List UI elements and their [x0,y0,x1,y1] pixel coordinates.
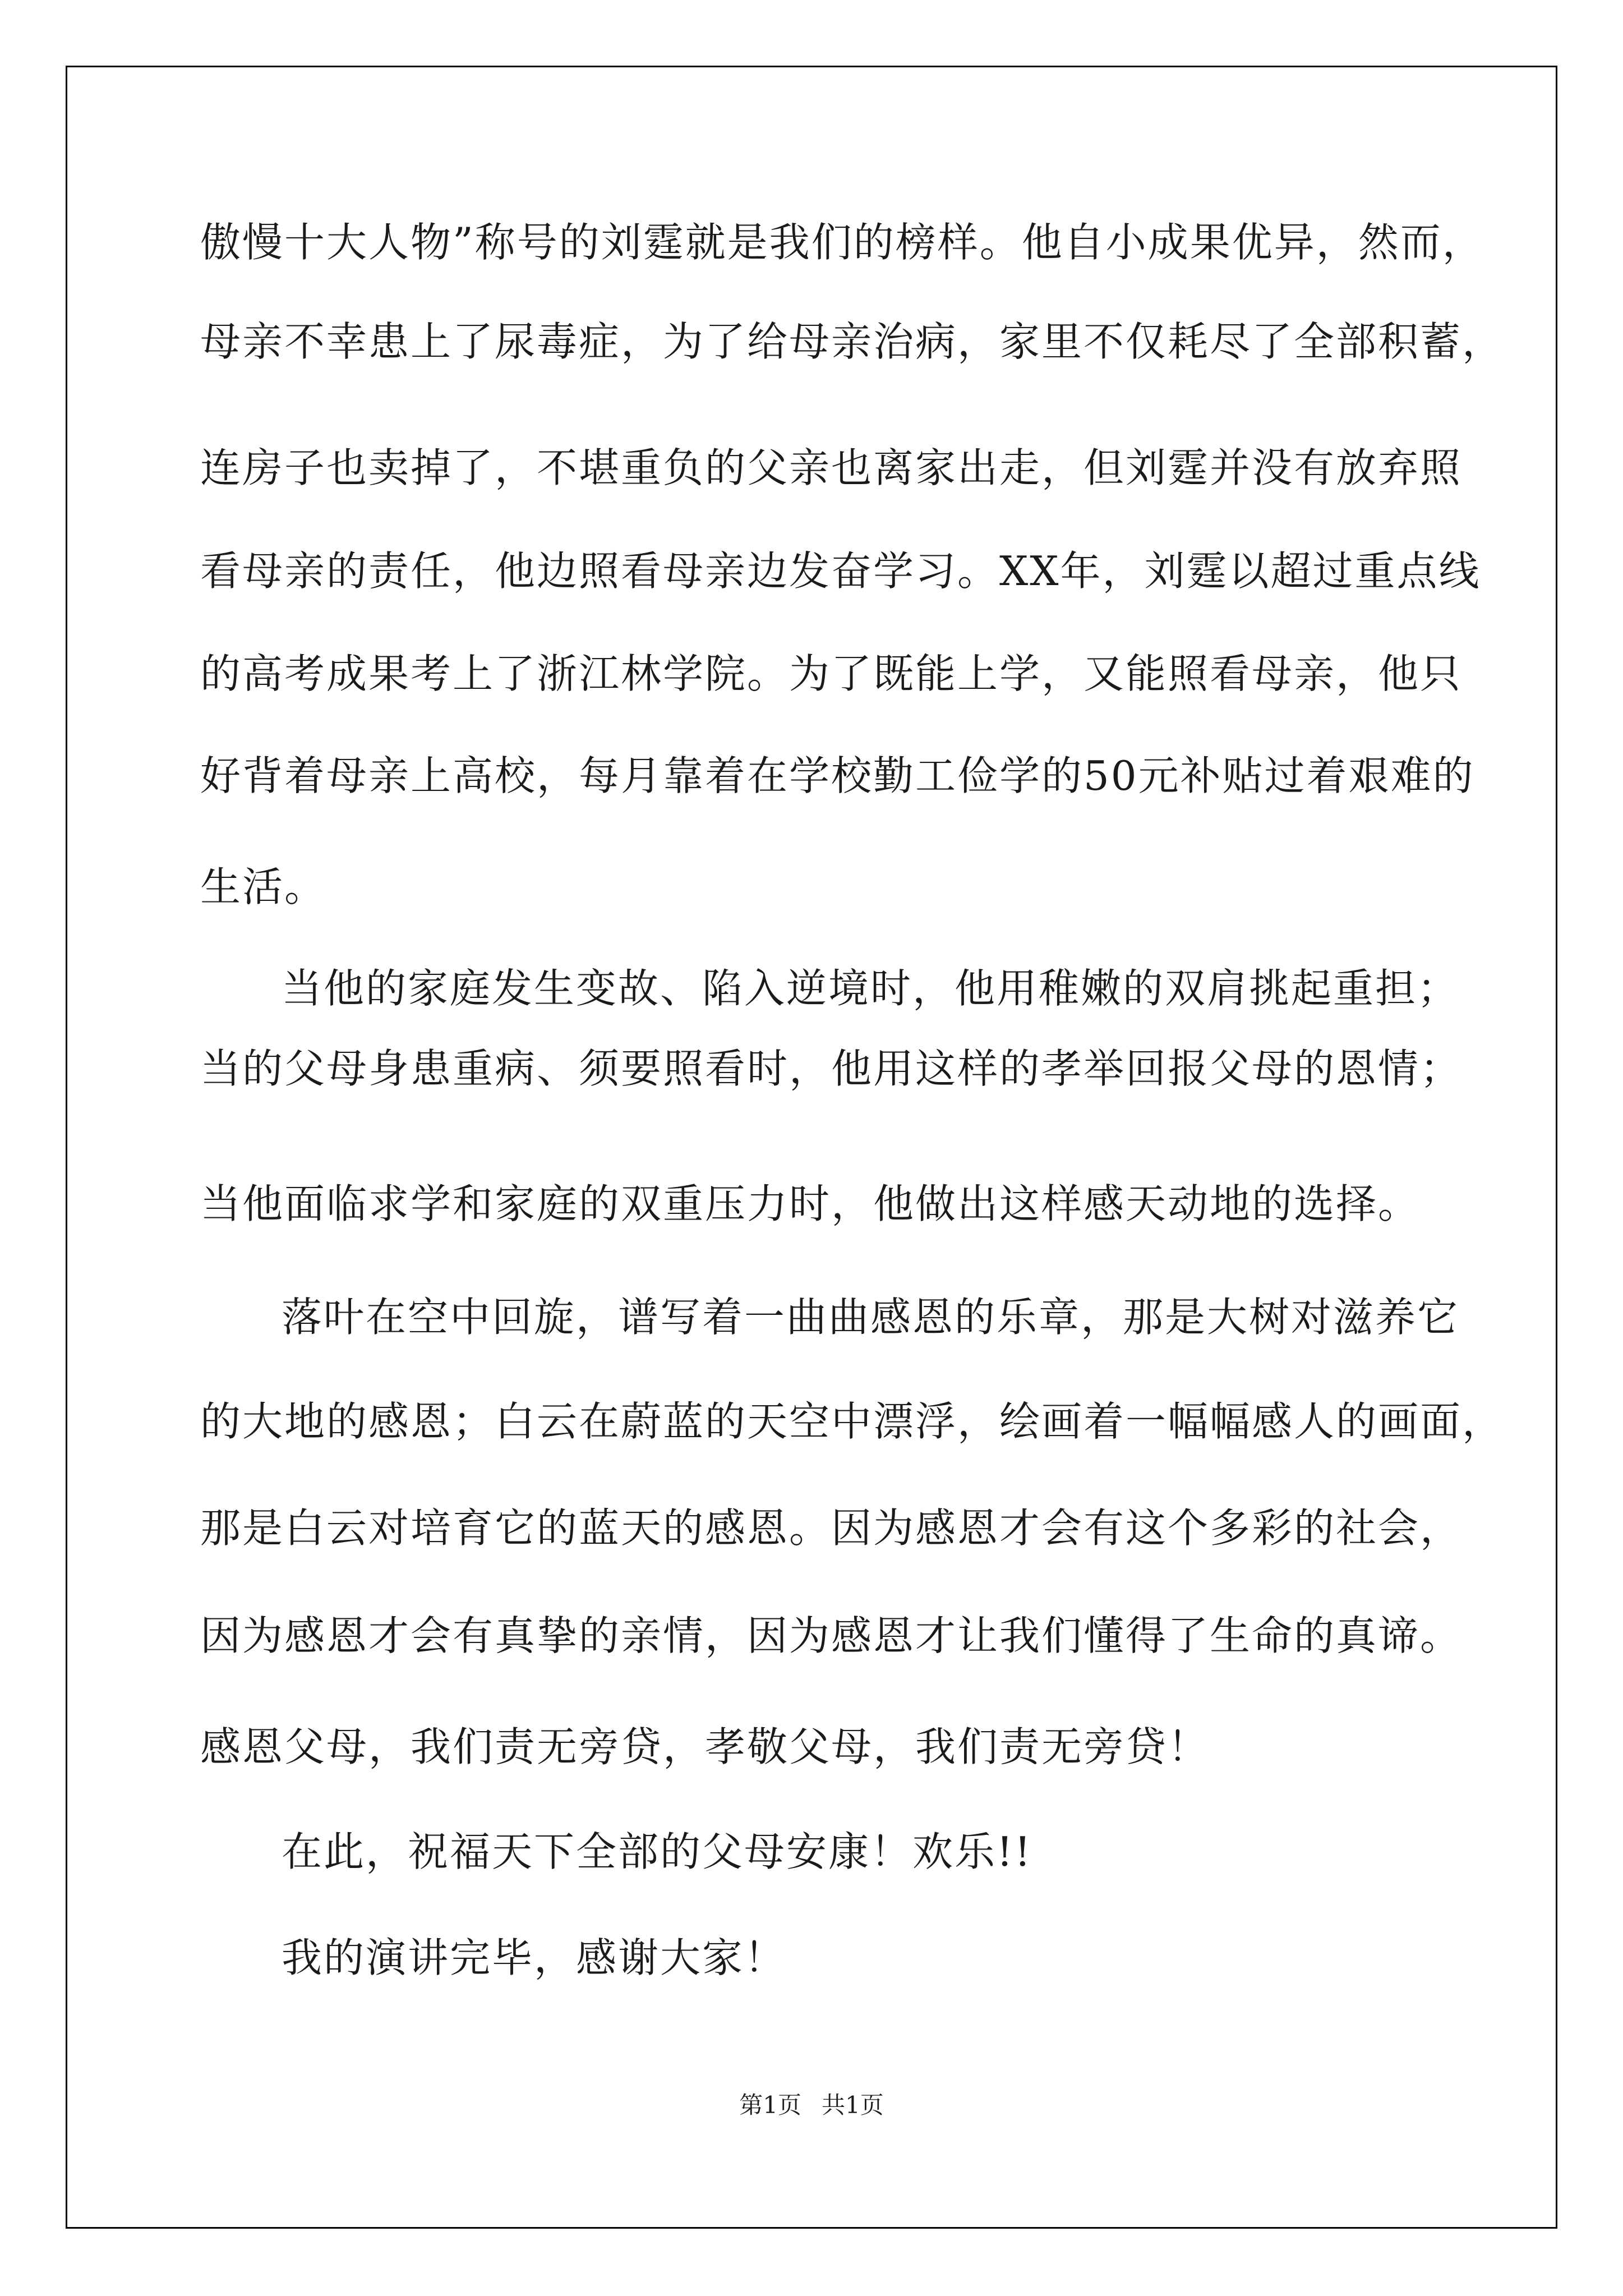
text-line: 生活。 [200,863,327,910]
text-line: 当他面临求学和家庭的双重压力时，他做出这样感天动地的选择。 [200,1180,1421,1227]
text-line: 好背着母亲上高校，每月靠着在学校勤工俭学的50元补贴过着艰难的 [200,752,1475,799]
text-line: 的高考成果考上了浙江林学院。为了既能上学，又能照看母亲，他只 [200,650,1463,697]
paragraph-first-line: 在此，祝福天下全部的父母安康！欢乐!! [282,1828,1032,1875]
text-line: 母亲不幸患上了尿毒症，为了给母亲治病，家里不仅耗尽了全部积蓄， [200,318,1505,365]
text-line: 的大地的感恩；白云在蔚蓝的天空中漂浮，绘画着一幅幅感人的画面， [200,1398,1505,1445]
text-line: 连房子也卖掉了，不堪重负的父亲也离家出走，但刘霆并没有放弃照 [200,444,1463,491]
text-line: 因为感恩才会有真挚的亲情，因为感恩才让我们懂得了生命的真谛。 [200,1612,1463,1659]
page-number: 第1页 [739,2091,801,2119]
paragraph-first-line: 落叶在空中回旋，谱写着一曲曲感恩的乐章，那是大树对滋养它 [282,1294,1460,1341]
text-line: 那是白云对培育它的蓝天的感恩。因为感恩才会有这个多彩的社会， [200,1504,1463,1552]
paragraph-first-line: 当他的家庭发生变故、陷入逆境时，他用稚嫩的双肩挑起重担； [282,965,1460,1012]
text-line: 感恩父母，我们责无旁贷，孝敬父母，我们责无旁贷！ [200,1723,1210,1770]
paragraph-first-line: 我的演讲完毕，感谢大家！ [282,1934,787,1981]
text-line: 看母亲的责任，他边照看母亲边发奋学习。XX年，刘霆以超过重点线 [200,547,1481,595]
page-footer [0,2093,1623,2117]
page-total: 共1页 [822,2091,884,2119]
text-line: 傲慢十大人物”称号的刘霆就是我们的榜样。他自小成果优异，然而， [200,219,1484,266]
text-line: 当的父母身患重病、须要照看时，他用这样的孝举回报父母的恩情； [200,1045,1463,1092]
